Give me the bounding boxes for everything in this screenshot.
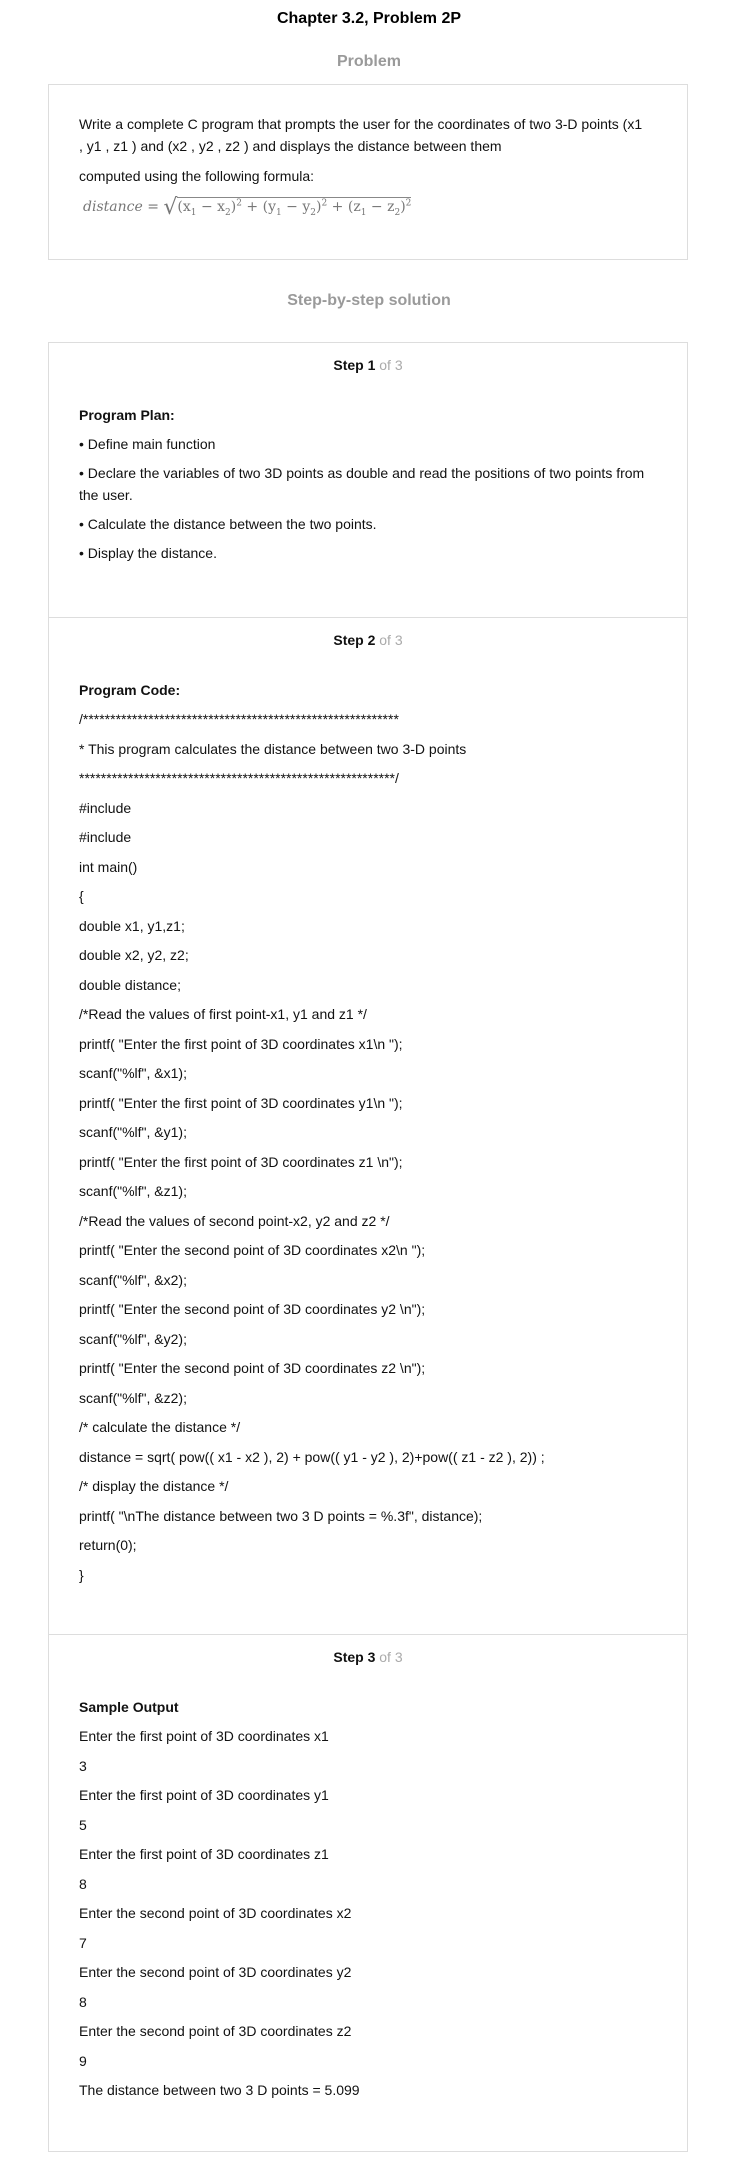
code-line: /*Read the values of second point-x2, y2 and z2 */ <box>79 1212 390 1229</box>
code-line: printf( "Enter the first point of 3D coordinates x1\n "); <box>79 1035 403 1052</box>
output-line: Enter the second point of 3D coordinates y2 <box>79 1964 352 1980</box>
output-line: Enter the first point of 3D coordinates y1 <box>79 1787 329 1803</box>
code-line: printf( "Enter the second point of 3D coordinates y2 \n"); <box>79 1301 426 1317</box>
list-item: • Calculate the distance between the two points. <box>79 516 377 532</box>
step-header <box>49 357 687 373</box>
problem-text-line: Write a complete C program that prompts the user for the coordinates of two 3-D points (x1 <box>79 116 643 132</box>
code-line: double x1, y1,z1; <box>79 917 185 934</box>
code-line: printf( "Enter the second point of 3D coordinates x2\n "); <box>79 1242 426 1258</box>
code-line: scanf("%lf", &z2); <box>79 1389 187 1406</box>
step-3-box <box>48 1634 688 2152</box>
output-line: 8 <box>79 1875 87 1892</box>
code-line: /* calculate the distance */ <box>79 1419 241 1435</box>
output-line: 7 <box>79 1934 87 1951</box>
list-item: • Display the distance. <box>79 545 217 561</box>
problem-text-line: , y1 , z1 ) and (x2 , y2 , z2 ) and displays the distance between them <box>79 138 502 154</box>
code-line: #include <box>79 799 132 816</box>
code-line: scanf("%lf", &y1); <box>79 1124 187 1140</box>
code-line: * This program calculates the distance between two 3-D points <box>79 740 467 757</box>
step-header <box>49 632 687 648</box>
code-line: printf( "Enter the first point of 3D coordinates y1\n "); <box>79 1094 403 1111</box>
output-line: Enter the first point of 3D coordinates x1 <box>79 1728 329 1744</box>
formula-equals: = <box>147 199 159 215</box>
problem-text-line: computed using the following formula: <box>79 168 315 184</box>
code-line: { <box>79 888 84 904</box>
output-line: Enter the first point of 3D coordinates z1 <box>79 1846 329 1862</box>
problem-statement <box>79 113 657 187</box>
code-line: } <box>79 1566 84 1583</box>
code-line: distance = sqrt( pow(( x1 - x2 ), 2) + pow(( y1 - y2 ), 2)+pow(( z1 - z2 ), 2)) ; <box>79 1448 545 1465</box>
step-number: Step 2 <box>333 632 376 648</box>
code-line: double distance; <box>79 976 181 993</box>
step-number: Step 3 <box>333 1649 376 1665</box>
code-line: **********************************************************/ <box>79 770 399 786</box>
list-item: • Declare the variables of two 3D points as double and read the positions of two points from the user. <box>79 465 645 503</box>
step-body <box>79 401 657 571</box>
code-line: double x2, y2, z2; <box>79 947 189 963</box>
code-line: printf( "Enter the first point of 3D coordinates z1 \n"); <box>79 1153 403 1170</box>
code-line: int main() <box>79 858 138 875</box>
step-total: of 3 <box>375 357 403 373</box>
step-2-box <box>48 617 688 1635</box>
code-listing <box>79 676 657 1590</box>
code-line: scanf("%lf", &x1); <box>79 1065 187 1081</box>
code-line: /*Read the values of first point-x1, y1 and z1 */ <box>79 1006 367 1022</box>
output-line: Enter the second point of 3D coordinates x2 <box>79 1905 352 1921</box>
distance-formula <box>83 195 411 220</box>
formula-radicand: $(x_1 - x_2)^2 + (y_1 - y_2)^2 + (z_1 - z_2)^2$ <box>177 198 412 218</box>
step-number: Step 1 <box>333 357 376 373</box>
output-line: 9 <box>79 2052 87 2069</box>
output-line: 5 <box>79 1816 87 1833</box>
code-line: #include <box>79 829 132 845</box>
code-line: /* display the distance */ <box>79 1478 229 1494</box>
output-line: Enter the second point of 3D coordinates z2 <box>79 2023 352 2039</box>
formula-lhs: distance <box>83 199 143 215</box>
sqrt-symbol: √ <box>163 195 178 220</box>
step-subtitle: Sample Output <box>79 1699 179 1715</box>
code-line: printf( "\nThe distance between two 3 D points = %.3f", distance); <box>79 1507 483 1524</box>
problem-box <box>48 84 688 260</box>
code-line: scanf("%lf", &x2); <box>79 1271 187 1288</box>
code-line: scanf("%lf", &z1); <box>79 1183 187 1199</box>
problem-heading: Problem <box>336 53 401 70</box>
code-line: scanf("%lf", &y2); <box>79 1330 187 1347</box>
step-header <box>49 1649 687 1665</box>
step-subtitle: Program Code: <box>79 682 181 698</box>
step-total: of 3 <box>375 1649 403 1665</box>
code-line: /********************************************************** <box>79 711 399 727</box>
step-1-box <box>48 342 688 618</box>
list-item: • Define main function <box>79 436 216 452</box>
code-line: return(0); <box>79 1537 137 1553</box>
output-line: 3 <box>79 1757 87 1774</box>
output-line: 8 <box>79 1993 87 2010</box>
output-line: The distance between two 3 D points = 5.099 <box>79 2082 360 2098</box>
step-total: of 3 <box>375 632 403 648</box>
solution-heading: Step-by-step solution <box>287 292 451 309</box>
code-line: printf( "Enter the second point of 3D coordinates z2 \n"); <box>79 1360 426 1376</box>
step-subtitle: Program Plan: <box>79 407 175 423</box>
page-title: Chapter 3.2, Problem 2P <box>276 10 462 27</box>
sample-output <box>79 1693 657 2106</box>
